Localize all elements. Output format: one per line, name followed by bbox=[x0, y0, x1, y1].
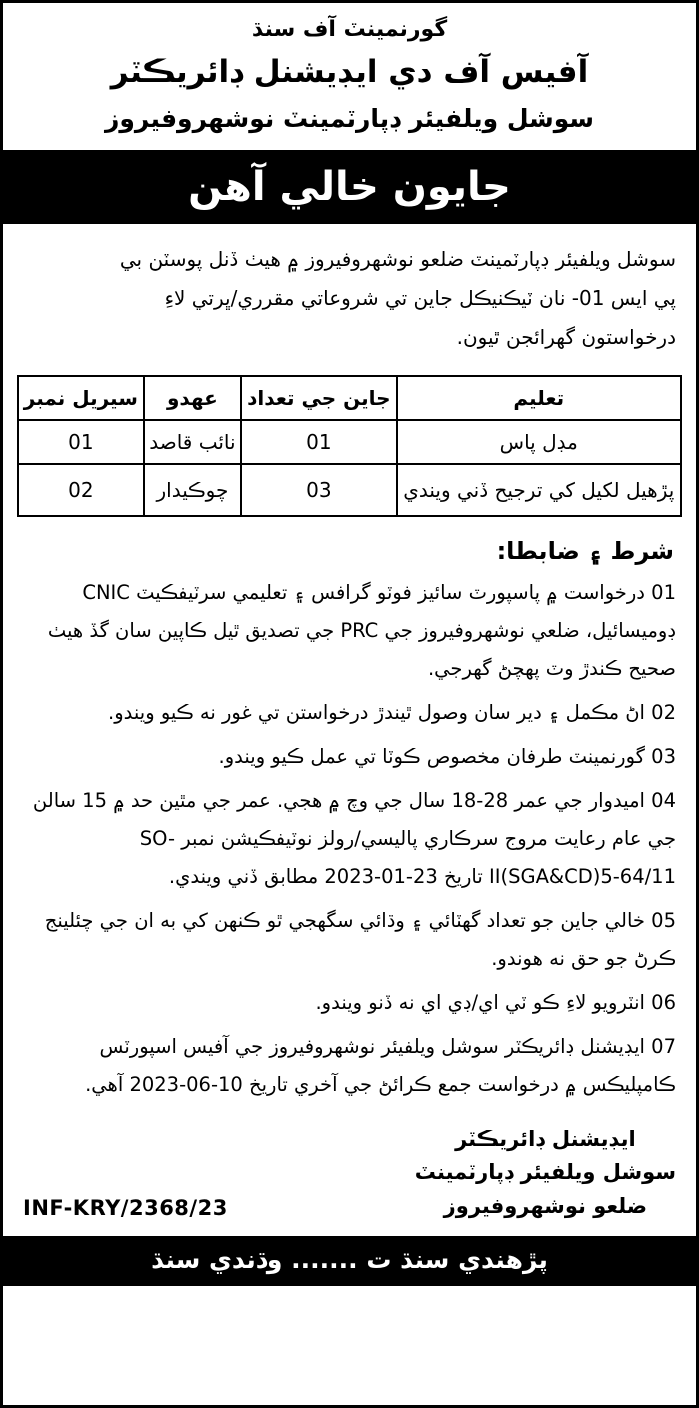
reference-number: INF-KRY/2368/23 bbox=[23, 1195, 228, 1220]
intro-paragraph bbox=[17, 224, 682, 369]
column-header-post: عهدو bbox=[144, 376, 242, 420]
cell-education: پڙهيل لکيل کي ترجيح ڏني ويندي bbox=[397, 464, 681, 516]
conditions-title: شرط ۽ ضابطا: bbox=[496, 536, 674, 565]
cell-post: چوڪيدار bbox=[144, 464, 242, 516]
conditions-list bbox=[17, 569, 682, 1113]
intro-line-3: درخواستون گهرائجن ٿيون. bbox=[456, 324, 676, 349]
table-header-row bbox=[18, 376, 681, 420]
condition-item: 04 اميدوار جي عمر 28-18 سال جي وچ ۾ هجي. عمر جي مٿين حد ۾ 15 سالن جي عام رعايت مروج سرڪاري پاليسي/رولز نوٽيفڪيشن نمبر SO-II(SGA&CD)5-64/11 تاريخ 23-01-2023 مطابق ڏني ويندي. bbox=[32, 788, 676, 888]
vacancy-banner: جايون خالي آهن bbox=[3, 154, 696, 224]
authority-district: ضلعو نوشهروفيروز bbox=[443, 1193, 648, 1218]
department-title: سوشل ويلفيئر ڊپارٽمينٽ نوشهروفيروز bbox=[105, 103, 594, 133]
condition-item: 06 انٽرويو لاءِ ڪو ٽي اي/ڊي اي نه ڏنو ويندو. bbox=[315, 990, 676, 1014]
condition-item: 07 ايڊيشنل ڊائريڪٽر سوشل ويلفيئر نوشهروفيروز جي آفيس اسپورٽس ڪامپليڪس ۾ درخواست جمع ڪرائڻ جي آخري تاريخ 10-06-2023 آهي. bbox=[85, 1034, 676, 1096]
authority-designation: ايڊيشنل ڊائريڪٽر bbox=[455, 1126, 636, 1151]
header-section bbox=[3, 3, 696, 150]
cell-count: 01 bbox=[241, 420, 396, 464]
column-header-serial: سيريل نمبر bbox=[18, 376, 144, 420]
condition-item: 03 گورنمينٽ طرفان مخصوص ڪوٽا تي عمل ڪيو ويندو. bbox=[218, 744, 676, 768]
column-header-count: جاين جي تعداد bbox=[241, 376, 396, 420]
cell-serial: 01 bbox=[18, 420, 144, 464]
condition-item: 05 خالي جاين جو تعداد گهٽائي ۽ وڌائي سگهجي ٿو ڪنهن کي به ان جي چئلينج ڪرڻ جو حق نه هوندو. bbox=[44, 908, 676, 970]
cell-post: نائب قاصد bbox=[144, 420, 242, 464]
government-title: گورنمينٽ آف سنڌ bbox=[251, 17, 448, 42]
cell-education: مڊل پاس bbox=[397, 420, 681, 464]
authority-department: سوشل ويلفيئر ڊپارٽمينٽ bbox=[414, 1160, 676, 1185]
cell-count: 03 bbox=[241, 464, 396, 516]
signature-block bbox=[17, 1113, 682, 1232]
table-row bbox=[18, 420, 681, 464]
cell-serial: 02 bbox=[18, 464, 144, 516]
condition-item: 01 درخواست ۾ پاسپورٽ سائيز فوٽو گرافس ۽ تعليمي سرٽيفڪيٽ CNIC ڊوميسائيل، ضلعي نوشهروفيروز جي PRC جي تصديق ٿيل ڪاپين سان گڏ هيٺ صحيح ڪندڙ وٽ پهچڻ گهرجي. bbox=[47, 580, 676, 680]
office-title: آفيس آف دي ايڊيشنل ڊائريڪٽر bbox=[110, 54, 589, 90]
body-section bbox=[3, 224, 696, 1232]
column-header-education: تعليم bbox=[397, 376, 681, 420]
intro-line-2: پي ايس 01- نان ٽيڪنيڪل جاين تي شروعاتي مقرري/ڀرتي لاءِ bbox=[164, 285, 676, 310]
table-row bbox=[18, 464, 681, 516]
signing-authority bbox=[415, 1123, 676, 1224]
intro-line-1: سوشل ويلفيئر ڊپارٽمينٽ ضلعو نوشهروفيروز ۾ هيٺ ڏنل پوسٽن بي bbox=[119, 246, 676, 271]
condition-item: 02 اڻ مڪمل ۽ دير سان وصول ٿيندڙ درخواستن تي غور نه ڪيو ويندو. bbox=[108, 700, 676, 724]
vacancy-table bbox=[17, 375, 682, 517]
footer-slogan: پڙهندي سنڌ ت ....... وڌندي سنڌ bbox=[3, 1236, 696, 1286]
